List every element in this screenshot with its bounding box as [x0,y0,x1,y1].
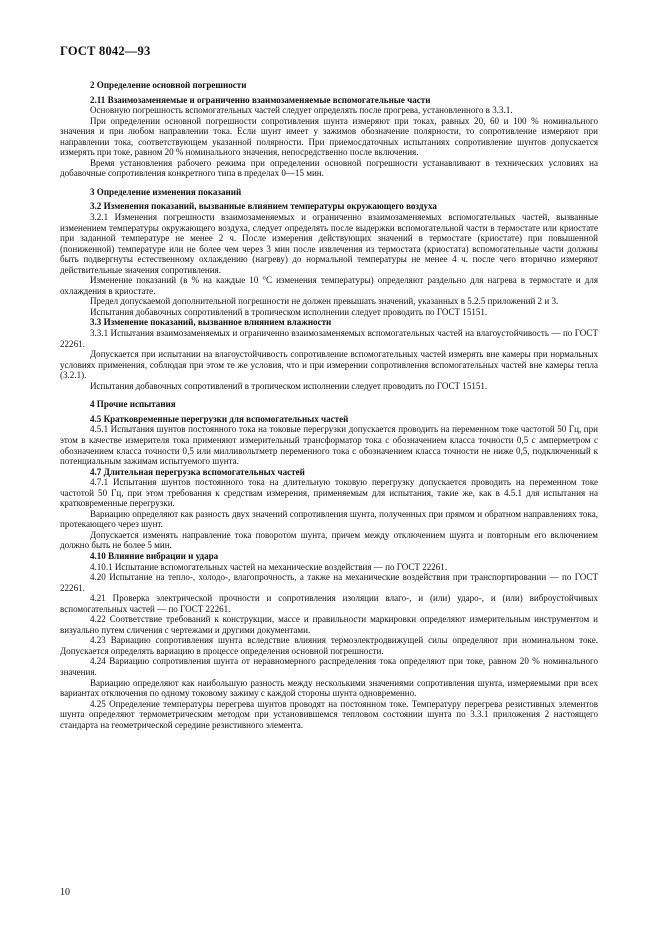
paragraph: 4.20 Испытание на тепло-, холодо-, влагопрочность, а также на механические воздействия при транспортировании — по ГОСТ 22261. [60,572,598,593]
paragraph: Изменение показаний (в % на каждые 10 °С изменения температуры) определяют раздельно для нагрева в термостате и для охлаждения в криостате. [60,275,598,296]
section-heading: 3 Определение изменения показаний [90,186,242,197]
paragraph: Вариацию определяют как разность двух значений сопротивления шунта, полученных при прямом и обратном направлениях тока, протекающего через шунт. [60,508,598,530]
paragraph: 4.22 Соответствие требований к конструкции, массе и правильности маркировки определяют измерительным инструментом и визуально путем сличения с чертежами и другими документами. [60,614,598,635]
section-heading: 4 Прочие испытания [90,399,176,410]
paragraph: Испытания добавочных сопротивлений в тропическом исполнении следует проводить по ГОСТ 15151. [90,306,488,317]
subsection-heading: 4.5 Кратковременные перегрузки для вспомогательных частей [90,413,349,424]
paragraph: При определении основной погрешности сопротивления шунта измеряют при токах, равных 20, 60 и 100 % номинального значения и при любом направлении тока. Если шунт имеет у зажимов обозначение полярности, то сопротивление измеряют при направлении тока, соответствующем указанной полярности. При приемосдаточных испытаниях сопротивление шунтов допускается измерять при токе, равном 20 % номинального значения, непосредственно после включения. [60,115,598,158]
paragraph: 4.10.1 Испытание вспомогательных частей на механические воздействия — по ГОСТ 22261. [90,561,448,572]
section-heading: 2 Определение основной погрешности [90,80,247,90]
paragraph: 3.2.1 Изменения погрешности взаимозаменяемых и ограниченно взаимозаменяемых вспомогательных частей, вызванные изменением температуры окружающего воздуха, следует определять после выдержки вспомогательной части в термостате или криостате при заданной температуре не менее 2 ч. После измерения действующих значений в термостате (криостате) при повышенной (пониженной) температуре или не более чем через 3 мин после извлечения из термостата (криостата) вспомогательные части должны быть подвергнуты естественному охлаждению (нагреву) до нормальной температуры не менее 4 ч. после чего вторично измеряют действительные значения сопротивления. [60,212,598,275]
paragraph: Допускается изменять направление тока поворотом шунта, причем между отключением шунта и повторным его включением должно быть не более 5 мин. [60,529,598,551]
paragraph: Вариацию определяют как наибольшую разность между несколькими значениями сопротивления шунта, измеряемыми при всех вариантах отключения по одному токовому зажиму с каждой стороны шунта одновременно. [60,677,598,699]
paragraph: 4.7.1 Испытания шунтов постоянного тока на длительную токовую перегрузку допускается проводить на переменном токе частотой 50 Гц, при этом требования к средствам измерения, применяемым для испытания, такие же, как в 4.5.1 для испытания на кратковременные перегрузки. [60,477,598,509]
paragraph: Испытания добавочных сопротивлений в тропическом исполнении следует проводить по ГОСТ 15151. [90,380,488,391]
document-body [60,80,598,730]
paragraph: 4.21 Проверка электрической прочности и сопротивления изоляции влаго-, и (или) ударо-, и (или) виброустойчивых вспомогательных частей — по ГОСТ 22261. [60,593,598,614]
paragraph: Допускается при испытании на влагоустойчивость сопротивление вспомогательных частей измерять вне камеры при нормальных условиях применения, соблюдая при этом те же условия, что и при измерении сопротивления вспомогательных частей вне камеры тепла (3.2.1). [60,349,598,381]
paragraph: Предел допускаемой дополнительной погрешности не должен превышать значений, указанных в 5.2.5 приложений 2 и 3. [90,296,559,307]
paragraph: Основную погрешность вспомогательных частей следует определять после прогрева, установленного в 3.3.1. [90,105,513,116]
subsection-heading: 3.2 Изменения показаний, вызванные влиянием температуры окружающего воздуха [90,201,437,212]
paragraph: 4.23 Вариацию сопротивления шунта вследствие влияния термоэлектродвижущей силы определяют при номинальном токе. Допускается определять вариацию в процессе определения основной погрешности. [60,635,598,656]
paragraph: 3.3.1 Испытания взаимозаменяемых и ограниченно взаимозаменяемых вспомогательных частей на влагоустойчивость — по ГОСТ 22261. [60,328,598,349]
subsection-heading: 4.10 Влияние вибрации и удара [90,550,219,561]
subsection-heading: 2.11 Взаимозаменяемые и ограниченно взаимозаменяемые вспомогательные части [90,94,431,105]
paragraph: 4.24 Вариацию сопротивления шунта от неравномерного распределения тока определяют при токе, равном 20 % номинального значения. [60,656,598,677]
paragraph: 4.25 Определение температуры перегрева шунтов проводят на постоянном токе. Температуру перегрева резистивных элементов шунта определяют термометрическим методом при установившемся тепловом состоянии шунта по 3.3.1 приложения 2 настоящего стандарта на геометрической середине резистивного элемента. [60,698,598,730]
document-header: ГОСТ 8042—93 [60,44,151,58]
subsection-heading: 3.3 Изменение показаний, вызванное влиянием влажности [90,317,332,328]
subsection-heading: 4.7 Длительная перегрузка вспомогательных частей [90,466,305,477]
paragraph: 4.5.1 Испытания шунтов постоянного тока на токовые перегрузки допускается проводить на переменном токе частотой 50 Гц, при этом в качестве измерителя тока применяют измерительный трансформатор тока с обозначением класса точности 0,5 с амперметром с обозначением класса точности 0,5 или милливольтметр переменного тока с обозначением класса точности не ниже 0,5, подключенный к потенциальным зажимам испытуемого шунта. [60,424,598,467]
page-number: 10 [60,887,70,898]
paragraph: Время установления рабочего режима при определении основной погрешности устанавливают в технических условиях на добавочные сопротивления конкретного типа в пределах 0—15 мин. [60,157,598,179]
